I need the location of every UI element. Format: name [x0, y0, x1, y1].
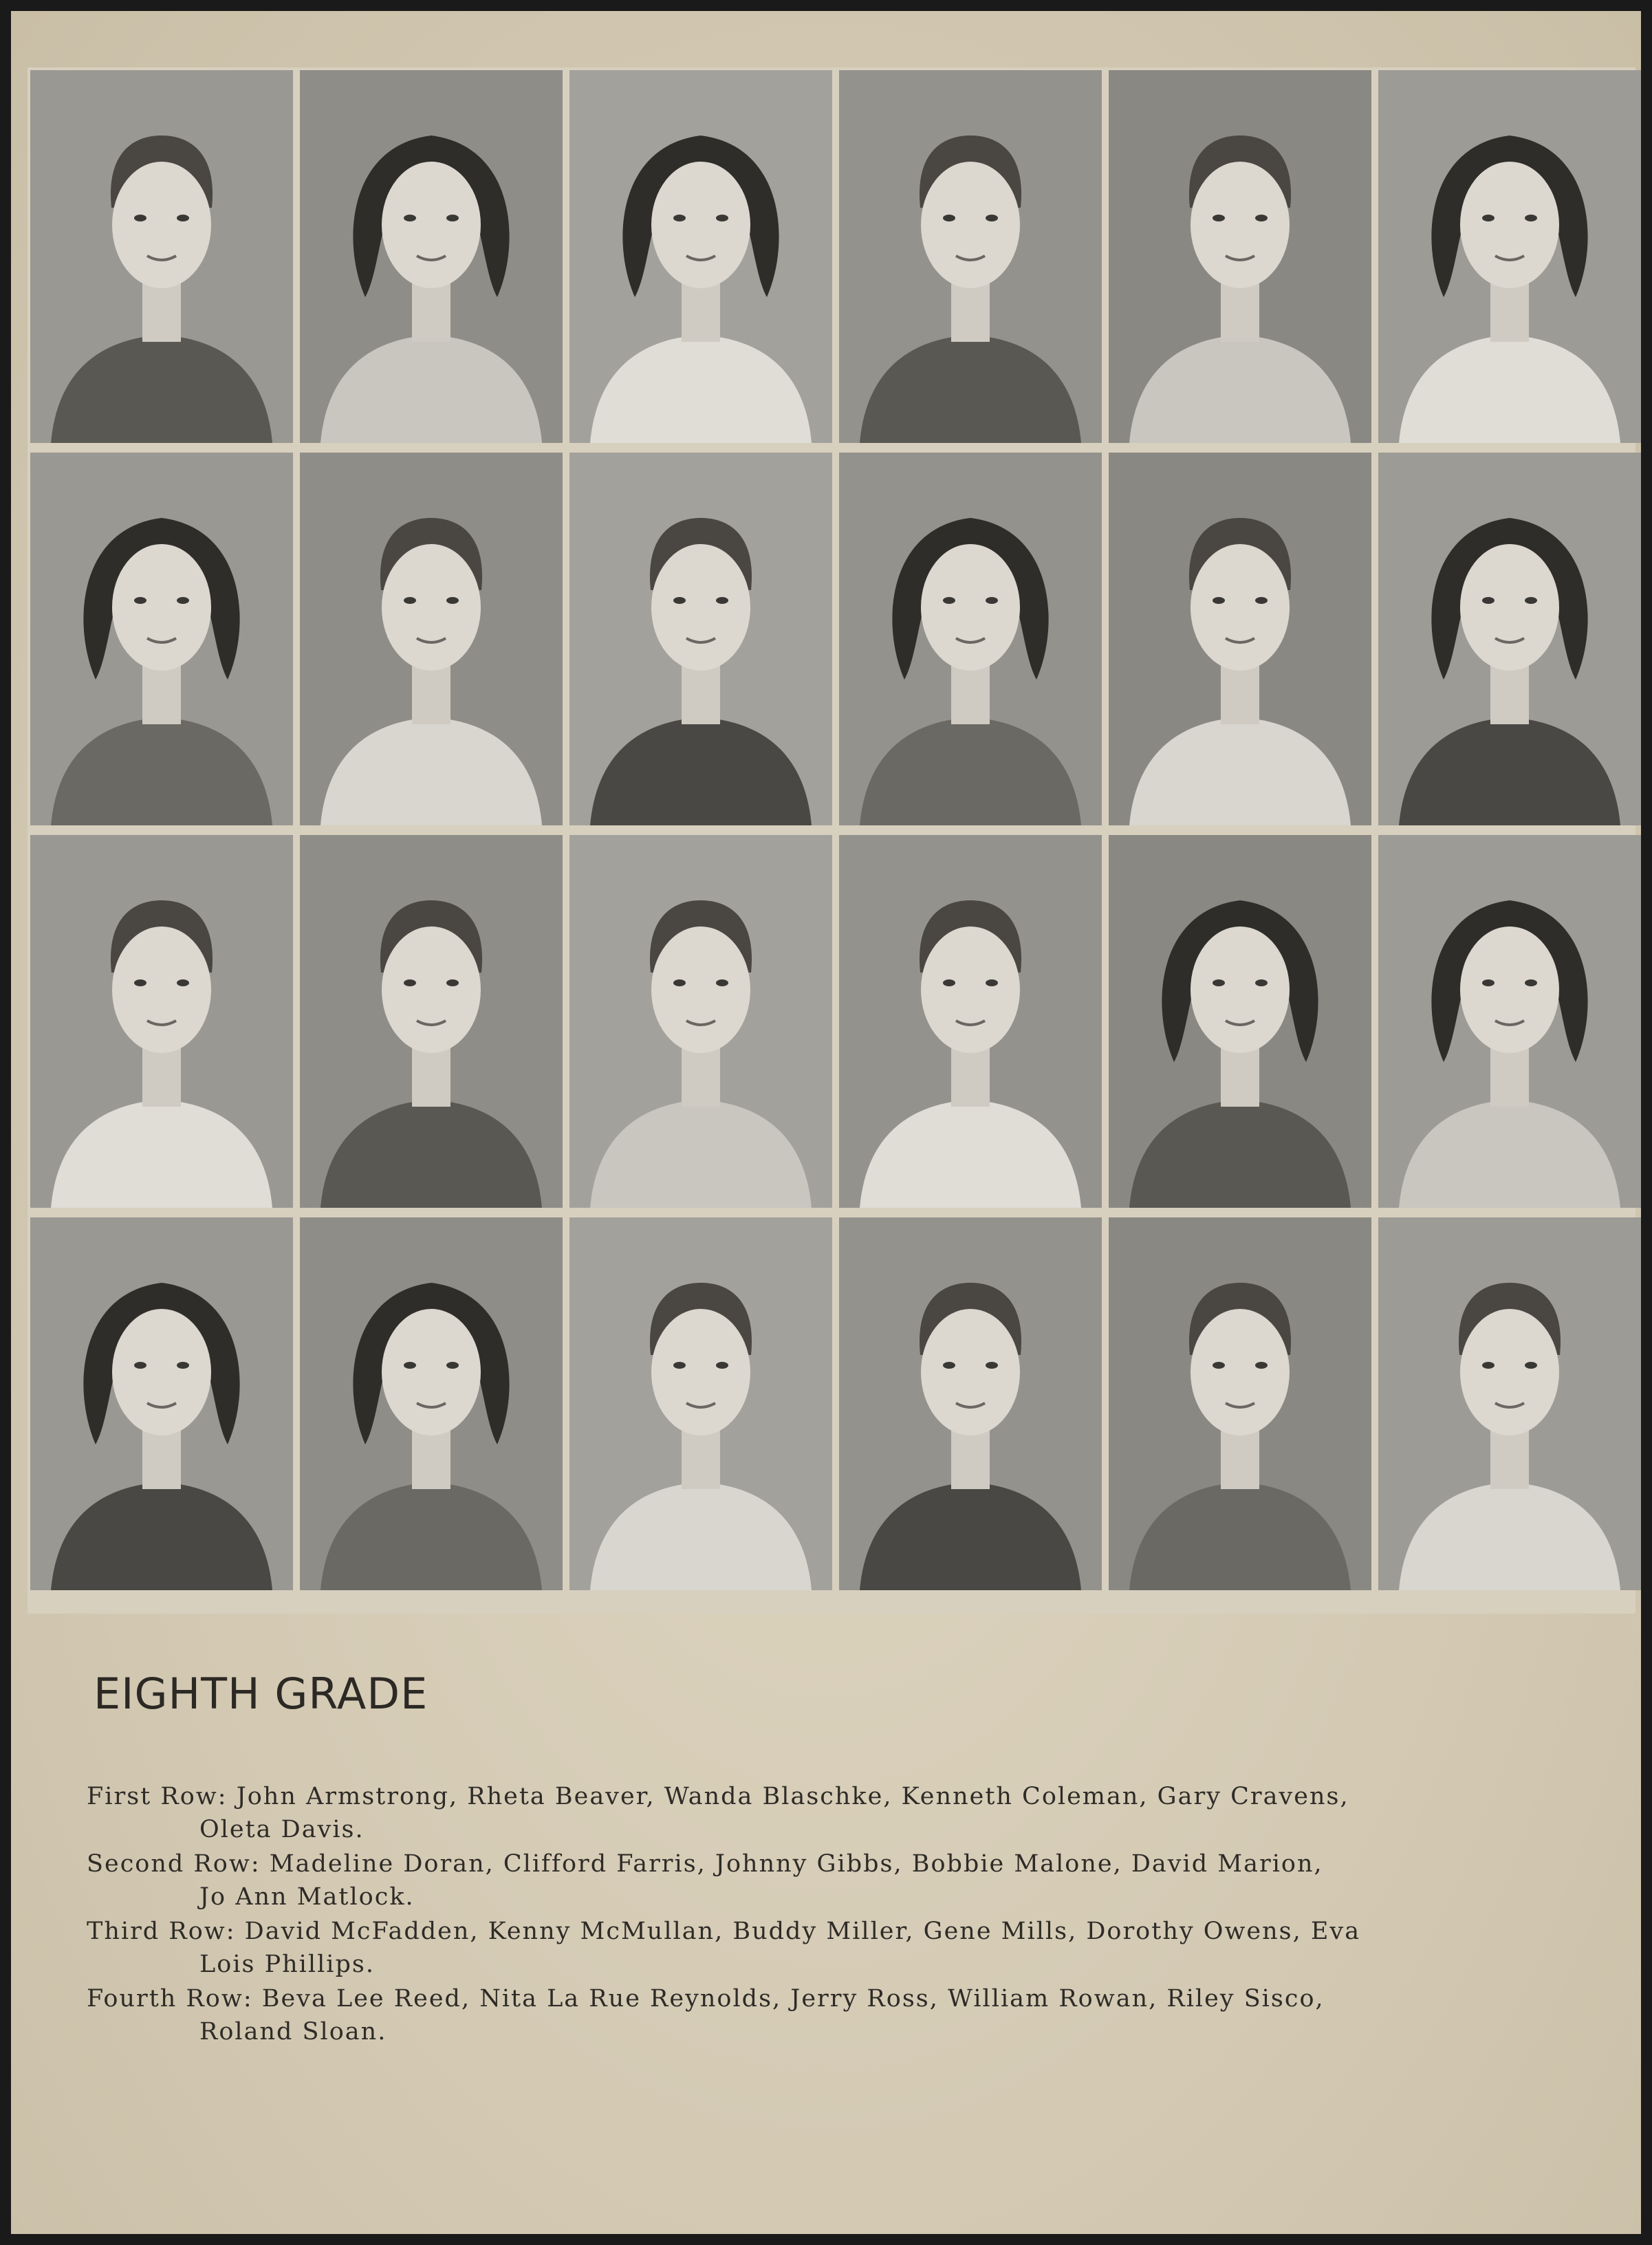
portrait-image	[569, 1217, 832, 1590]
portrait-row-second	[28, 450, 1635, 829]
portrait-photo	[1109, 835, 1371, 1208]
page-title: EIGHTH GRADE	[94, 1669, 428, 1719]
portrait-image	[1378, 453, 1641, 825]
caption-third-row	[87, 1915, 1360, 1981]
portrait-image	[300, 70, 563, 443]
portrait-image	[839, 453, 1102, 825]
portrait-image	[569, 453, 832, 825]
row-names-continued: Jo Ann Matlock.	[199, 1883, 415, 1911]
portrait-photo	[1109, 1217, 1371, 1590]
portrait-image	[300, 453, 563, 825]
portrait-photo	[300, 1217, 563, 1590]
caption-second-row	[87, 1847, 1323, 1913]
portrait-photo	[300, 453, 563, 825]
portrait-photo	[1109, 453, 1371, 825]
portrait-image	[300, 1217, 563, 1590]
portrait-photo	[300, 70, 563, 443]
portrait-photo	[569, 1217, 832, 1590]
portrait-image	[839, 835, 1102, 1208]
row-label: First Row:	[87, 1783, 228, 1810]
portrait-image	[1378, 835, 1641, 1208]
portrait-image	[569, 70, 832, 443]
portrait-image	[1109, 835, 1371, 1208]
row-label: Fourth Row:	[87, 1985, 253, 2013]
caption-first-row	[87, 1780, 1349, 1846]
row-names: Madeline Doran, Clifford Farris, Johnny Gibbs, Bobbie Malone, David Marion,	[269, 1850, 1323, 1878]
portrait-image	[839, 70, 1102, 443]
caption-fourth-row	[87, 1982, 1325, 2048]
portrait-photo	[300, 835, 563, 1208]
portrait-photo	[30, 1217, 293, 1590]
yearbook-page	[11, 11, 1641, 2234]
portrait-photo	[839, 453, 1102, 825]
portrait-grid	[28, 67, 1635, 1614]
row-names: David McFadden, Kenny McMullan, Buddy Miller, Gene Mills, Dorothy Owens, Eva	[244, 1918, 1361, 1945]
portrait-photo	[30, 70, 293, 443]
portrait-photo	[1378, 70, 1641, 443]
portrait-photo	[839, 835, 1102, 1208]
portrait-photo	[569, 453, 832, 825]
row-label: Second Row:	[87, 1850, 261, 1878]
portrait-image	[1378, 70, 1641, 443]
portrait-row-fourth	[28, 1215, 1635, 1594]
portrait-row-third	[28, 832, 1635, 1212]
row-names: Beva Lee Reed, Nita La Rue Reynolds, Jerry Ross, William Rowan, Riley Sisco,	[261, 1985, 1325, 2013]
portrait-row-first	[28, 67, 1635, 447]
row-names-continued: Roland Sloan.	[199, 2018, 387, 2046]
portrait-photo	[569, 70, 832, 443]
row-names-continued: Lois Phillips.	[199, 1951, 375, 1978]
portrait-photo	[1378, 835, 1641, 1208]
row-label: Third Row:	[87, 1918, 236, 1945]
row-names-continued: Oleta Davis.	[199, 1816, 365, 1843]
portrait-image	[30, 835, 293, 1208]
portrait-photo	[839, 1217, 1102, 1590]
row-names: John Armstrong, Rheta Beaver, Wanda Blaschke, Kenneth Coleman, Gary Cravens,	[236, 1783, 1349, 1810]
portrait-image	[30, 1217, 293, 1590]
portrait-image	[1109, 453, 1371, 825]
portrait-image	[30, 453, 293, 825]
portrait-photo	[569, 835, 832, 1208]
portrait-image	[1109, 70, 1371, 443]
portrait-photo	[1109, 70, 1371, 443]
portrait-photo	[1378, 1217, 1641, 1590]
portrait-image	[1378, 1217, 1641, 1590]
portrait-photo	[839, 70, 1102, 443]
portrait-image	[300, 835, 563, 1208]
portrait-photo	[1378, 453, 1641, 825]
portrait-photo	[30, 835, 293, 1208]
portrait-image	[839, 1217, 1102, 1590]
portrait-photo	[30, 453, 293, 825]
portrait-image	[30, 70, 293, 443]
portrait-image	[569, 835, 832, 1208]
portrait-image	[1109, 1217, 1371, 1590]
